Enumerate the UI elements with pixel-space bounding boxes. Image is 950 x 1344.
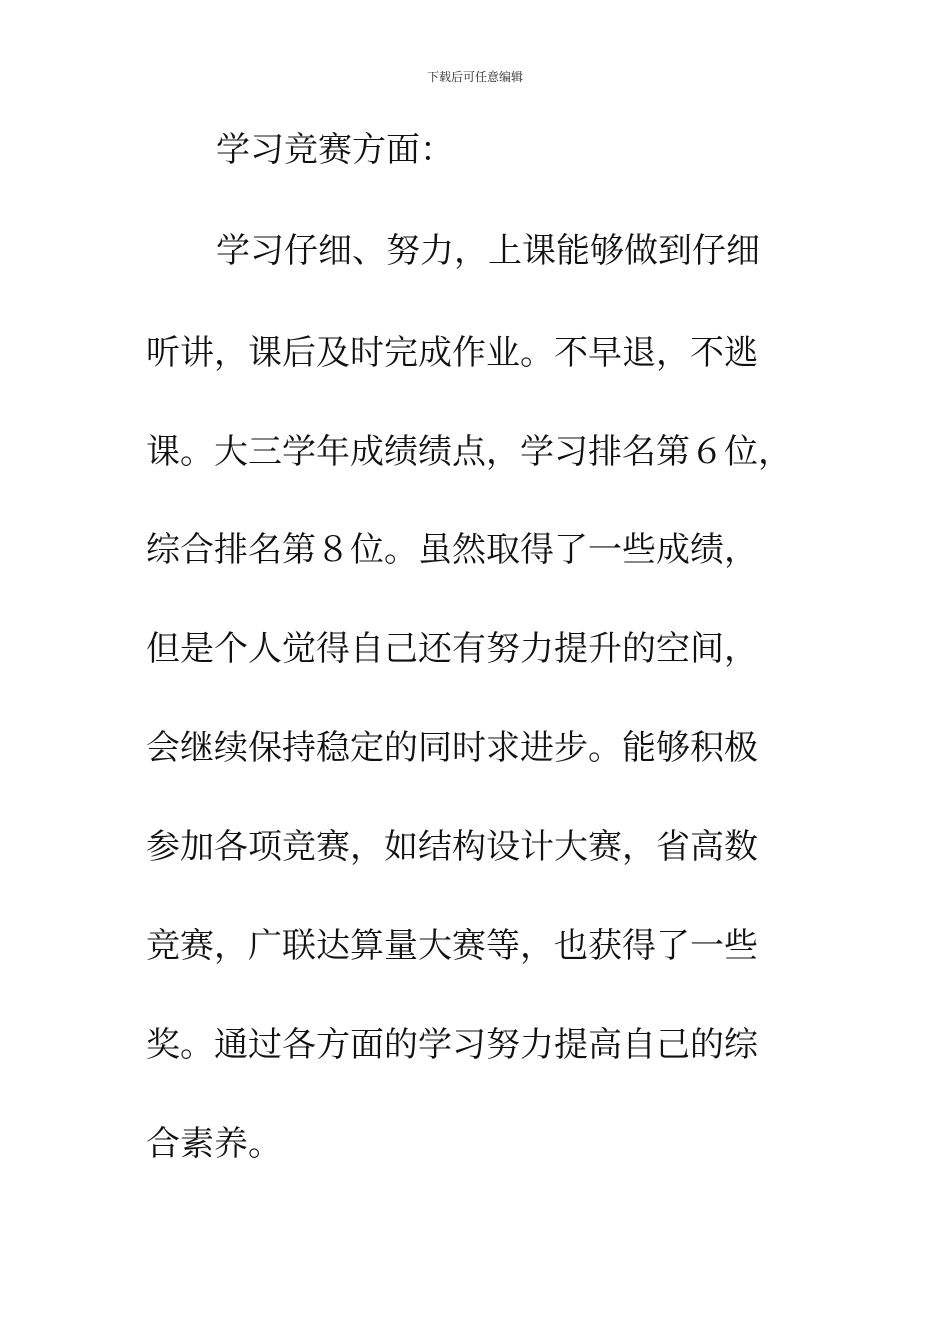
paragraph-line: 合素养。 (146, 1124, 282, 1164)
header-note: 下载后可任意编辑 (426, 70, 523, 84)
paragraph-line: 学习仔细、努力，上课能够做到仔细 (216, 231, 760, 271)
paragraph-line: 听讲，课后及时完成作业。不早退，不逃 (146, 333, 758, 373)
paragraph-line: 参加各项竞赛，如结构设计大赛，省高数 (146, 827, 758, 867)
section-heading: 学习竞赛方面： (216, 130, 454, 170)
paragraph-line: 综合排名第８位。虽然取得了一些成绩， (146, 530, 758, 570)
paragraph-line: 但是个人觉得自己还有努力提升的空间， (146, 629, 758, 669)
paragraph-line: 课。大三学年成绩绩点，学习排名第６位， (146, 432, 792, 472)
paragraph-line: 竞赛，广联达算量大赛等，也获得了一些 (146, 926, 758, 966)
paragraph-line: 会继续保持稳定的同时求进步。能够积极 (146, 728, 758, 768)
paragraph-line: 奖。通过各方面的学习努力提高自己的综 (146, 1025, 758, 1065)
